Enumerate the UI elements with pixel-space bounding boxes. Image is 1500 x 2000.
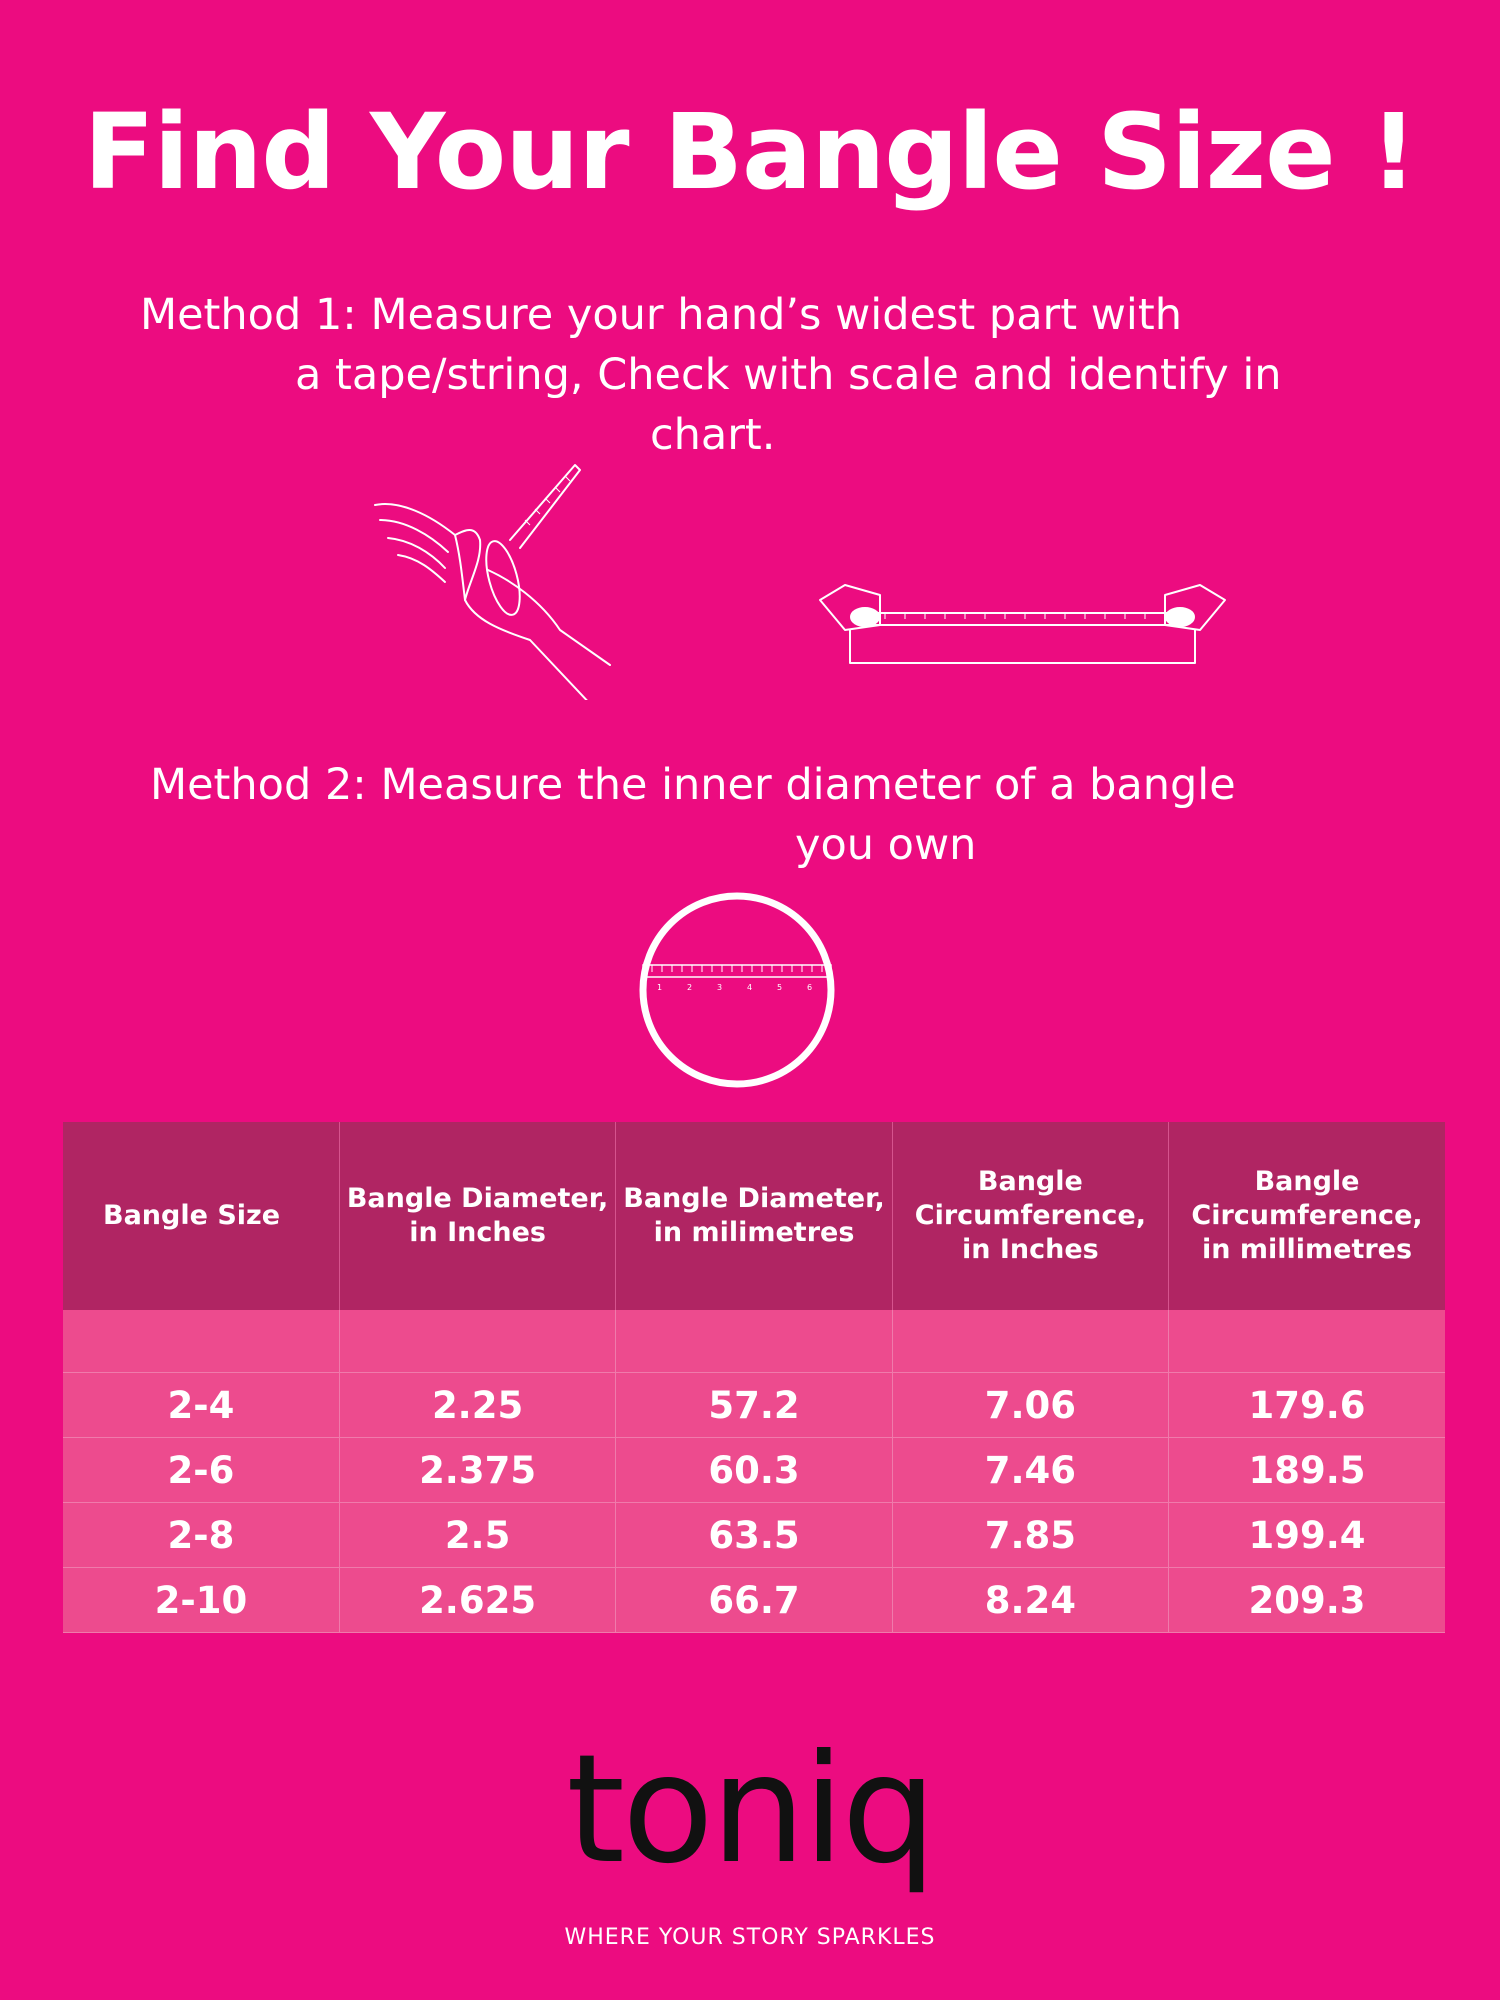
brand-logo: toniq bbox=[566, 1723, 934, 1897]
table-header-row bbox=[63, 1122, 1445, 1310]
table-cell: 199.4 bbox=[1169, 1503, 1445, 1568]
table-cell: 57.2 bbox=[616, 1373, 892, 1438]
header-diameter-mm: Bangle Diameter, in milimetres bbox=[616, 1122, 892, 1310]
method-2-line-2: you own bbox=[795, 820, 977, 870]
tape-measure-icon bbox=[815, 575, 1230, 670]
table-cell: 2.375 bbox=[339, 1438, 615, 1503]
brand-tagline: WHERE YOUR STORY SPARKLES bbox=[564, 1925, 936, 1950]
table-cell: 7.85 bbox=[892, 1503, 1168, 1568]
header-circumference-inches: Bangle Circumference, in Inches bbox=[892, 1122, 1168, 1310]
table-row bbox=[63, 1503, 1445, 1568]
table-cell: 179.6 bbox=[1169, 1373, 1445, 1438]
method-1-line-3: chart. bbox=[650, 410, 776, 460]
table-spacer-row bbox=[63, 1310, 1445, 1373]
hand-measuring-icon bbox=[370, 460, 620, 700]
ruler-number: 5 bbox=[777, 983, 783, 992]
page-title: Find Your Bangle Size ! bbox=[83, 91, 1417, 213]
table-row bbox=[63, 1373, 1445, 1438]
table-cell bbox=[892, 1310, 1168, 1373]
ruler-number: 1 bbox=[657, 983, 663, 992]
table-cell: 8.24 bbox=[892, 1568, 1168, 1633]
table-row bbox=[63, 1568, 1445, 1633]
table-row bbox=[63, 1438, 1445, 1503]
table-cell: 2.5 bbox=[339, 1503, 615, 1568]
method-2-line-1: Method 2: Measure the inner diameter of a bangle bbox=[150, 760, 1236, 810]
table-cell: 66.7 bbox=[616, 1568, 892, 1633]
table-cell bbox=[616, 1310, 892, 1373]
method-1-line-1: Method 1: Measure your hand’s widest part with bbox=[140, 290, 1182, 340]
table-cell: 7.46 bbox=[892, 1438, 1168, 1503]
table-cell: 63.5 bbox=[616, 1503, 892, 1568]
ruler-number: 3 bbox=[717, 983, 723, 992]
header-bangle-size: Bangle Size bbox=[63, 1122, 339, 1310]
table-cell: 2-8 bbox=[63, 1503, 339, 1568]
table-cell: 60.3 bbox=[616, 1438, 892, 1503]
table-cell bbox=[63, 1310, 339, 1373]
header-diameter-inches: Bangle Diameter, in Inches bbox=[339, 1122, 615, 1310]
table-cell bbox=[1169, 1310, 1445, 1373]
table-cell: 2.25 bbox=[339, 1373, 615, 1438]
table-cell: 2.625 bbox=[339, 1568, 615, 1633]
table-cell bbox=[339, 1310, 615, 1373]
ruler-number: 6 bbox=[807, 983, 813, 992]
table-cell: 2-4 bbox=[63, 1373, 339, 1438]
bangle-ruler-icon bbox=[637, 890, 837, 1090]
bangle-size-table bbox=[63, 1122, 1445, 1633]
ruler-number: 4 bbox=[747, 983, 753, 992]
header-circumference-mm: Bangle Circumference, in millimetres bbox=[1169, 1122, 1445, 1310]
table-cell: 209.3 bbox=[1169, 1568, 1445, 1633]
table-cell: 7.06 bbox=[892, 1373, 1168, 1438]
method-1-line-2: a tape/string, Check with scale and identify in bbox=[295, 350, 1282, 400]
table-cell: 2-10 bbox=[63, 1568, 339, 1633]
table-cell: 189.5 bbox=[1169, 1438, 1445, 1503]
ruler-number: 2 bbox=[687, 983, 693, 992]
table-cell: 2-6 bbox=[63, 1438, 339, 1503]
